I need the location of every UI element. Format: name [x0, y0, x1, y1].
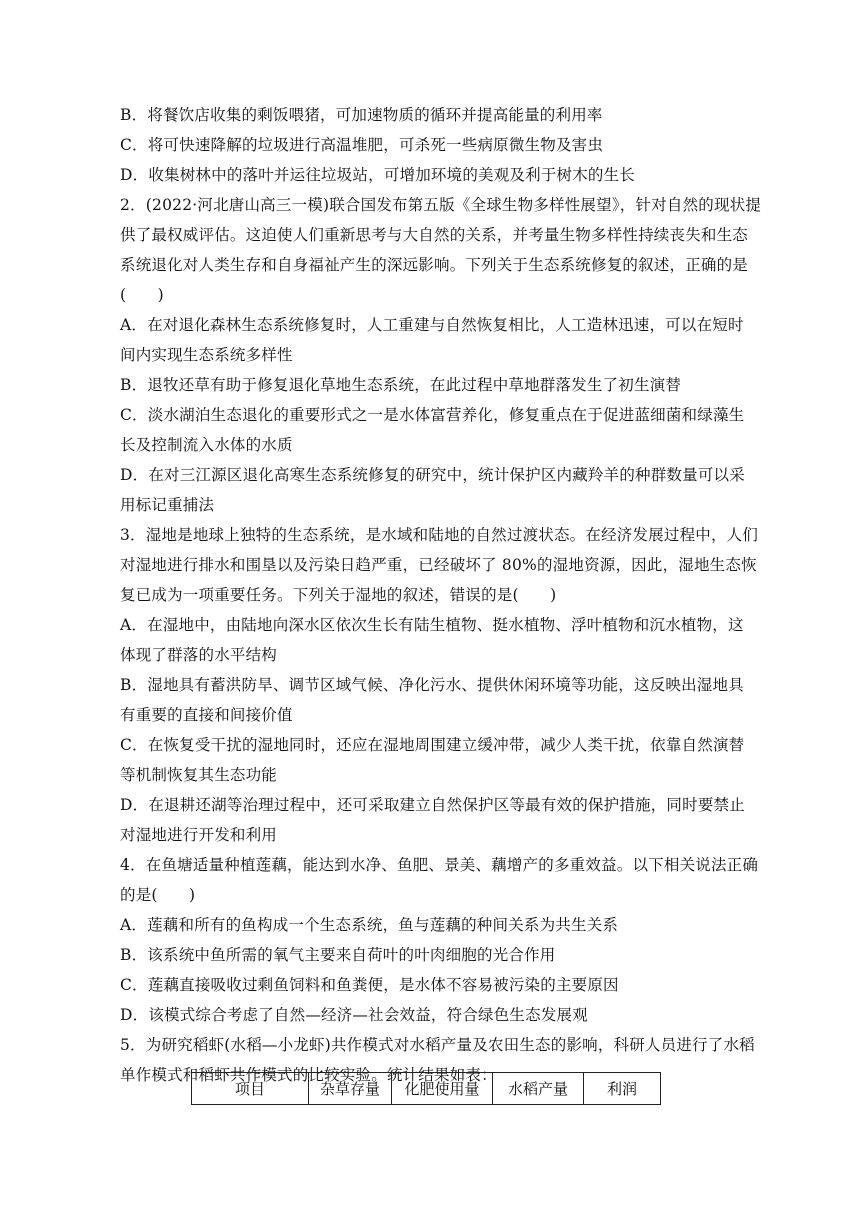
table-header-item: 项目 [192, 1073, 309, 1105]
table-header-fertilizer: 化肥使用量 [392, 1073, 493, 1105]
text-line: B．将餐饮店收集的剩饭喂猪，可加速物质的循环并提高能量的利用率 [120, 106, 603, 124]
table-header-row [192, 1073, 661, 1105]
text-line: C．淡水湖泊生态退化的重要形式之一是水体富营养化，修复重点在于促进蓝细菌和绿藻生 [120, 406, 745, 424]
text-line: 体现了群落的水平结构 [120, 646, 278, 664]
text-line: 用标记重捕法 [120, 496, 215, 514]
text-line: 4．在鱼塘适量种植莲藕，能达到水净、鱼肥、景美、藕增产的多重效益。以下相关说法正确 [120, 856, 759, 874]
text-line: B．湿地具有蓄洪防旱、调节区域气候、净化污水、提供休闲环境等功能，这反映出湿地具 [120, 676, 744, 694]
text-line: C．将可快速降解的垃圾进行高温堆肥，可杀死一些病原微生物及害虫 [120, 136, 604, 154]
text-line: D．在对三江源区退化高寒生态系统修复的研究中，统计保护区内藏羚羊的种群数量可以采 [120, 466, 745, 484]
text-line: D．该模式综合考虑了自然—经济—社会效益，符合绿色生态发展观 [120, 1006, 588, 1024]
text-line: A．莲藕和所有的鱼构成一个生态系统，鱼与莲藕的种间关系为共生关系 [120, 916, 619, 934]
text-line: 等机制恢复其生态功能 [120, 766, 278, 784]
table-header-profit: 利润 [584, 1073, 661, 1105]
table-header-rice-yield: 水稻产量 [493, 1073, 584, 1105]
text-line: 的是( ) [120, 886, 196, 904]
document-body [120, 100, 762, 1090]
text-line: 对湿地进行开发和利用 [120, 826, 278, 844]
text-line: 3．湿地是地球上独特的生态系统，是水域和陆地的自然过渡状态。在经济发展过程中，人们 [120, 526, 759, 544]
text-line: 单作模式和稻虾共作模式的比较实验。统计结果如表： [120, 1066, 497, 1084]
text-line: 有重要的直接和间接价值 [120, 706, 293, 724]
text-line: B．退牧还草有助于修复退化草地生态系统，在此过程中草地群落发生了初生演替 [120, 376, 682, 394]
text-line: 供了最权威评估。这迫使人们重新思考与大自然的关系，并考量生物多样性持续丧失和生态 [120, 226, 749, 244]
text-line: C．莲藕直接吸收过剩鱼饲料和鱼粪便，是水体不容易被污染的主要原因 [120, 976, 619, 994]
text-line: 对湿地进行排水和围垦以及污染日趋严重，已经破坏了 80%的湿地资源，因此，湿地生态恢 [120, 556, 757, 574]
text-line: 间内实现生态系统多样性 [120, 346, 293, 364]
question-text [120, 100, 762, 1090]
text-line: B．该系统中鱼所需的氧气主要来自荷叶的叶肉细胞的光合作用 [120, 946, 556, 964]
text-line: A．在对退化森林生态系统修复时，人工重建与自然恢复相比，人工造林迅速，可以在短时 [120, 316, 744, 334]
table-header-weeds: 杂草存量 [309, 1073, 392, 1105]
text-line: 系统退化对人类生存和自身福祉产生的深远影响。下列关于生态系统修复的叙述，正确的是 [120, 256, 749, 274]
text-line: D．在退耕还湖等治理过程中，还可采取建立自然保护区等最有效的保护措施，同时要禁止 [120, 796, 745, 814]
text-line: D．收集树林中的落叶并运往垃圾站，可增加环境的美观及利于树木的生长 [120, 166, 636, 184]
text-line: A．在湿地中，由陆地向深水区依次生长有陆生植物、挺水植物、浮叶植物和沉水植物，这 [120, 616, 744, 634]
text-line: 复已成为一项重要任务。下列关于湿地的叙述，错误的是( ) [120, 586, 557, 604]
text-line: ( ) [120, 286, 164, 304]
text-line: 长及控制流入水体的水质 [120, 436, 293, 454]
comparison-table [191, 1072, 661, 1105]
text-line: 5．为研究稻虾(水稻—小龙虾)共作模式对水稻产量及农田生态的影响，科研人员进行了水稻 [120, 1036, 755, 1054]
text-line: C．在恢复受干扰的湿地同时，还应在湿地周围建立缓冲带，减少人类干扰，依靠自然演替 [120, 736, 745, 754]
text-line: 2．(2022·河北唐山高三一模)联合国发布第五版《全球生物多样性展望》，针对自然的现状提 [120, 196, 762, 214]
